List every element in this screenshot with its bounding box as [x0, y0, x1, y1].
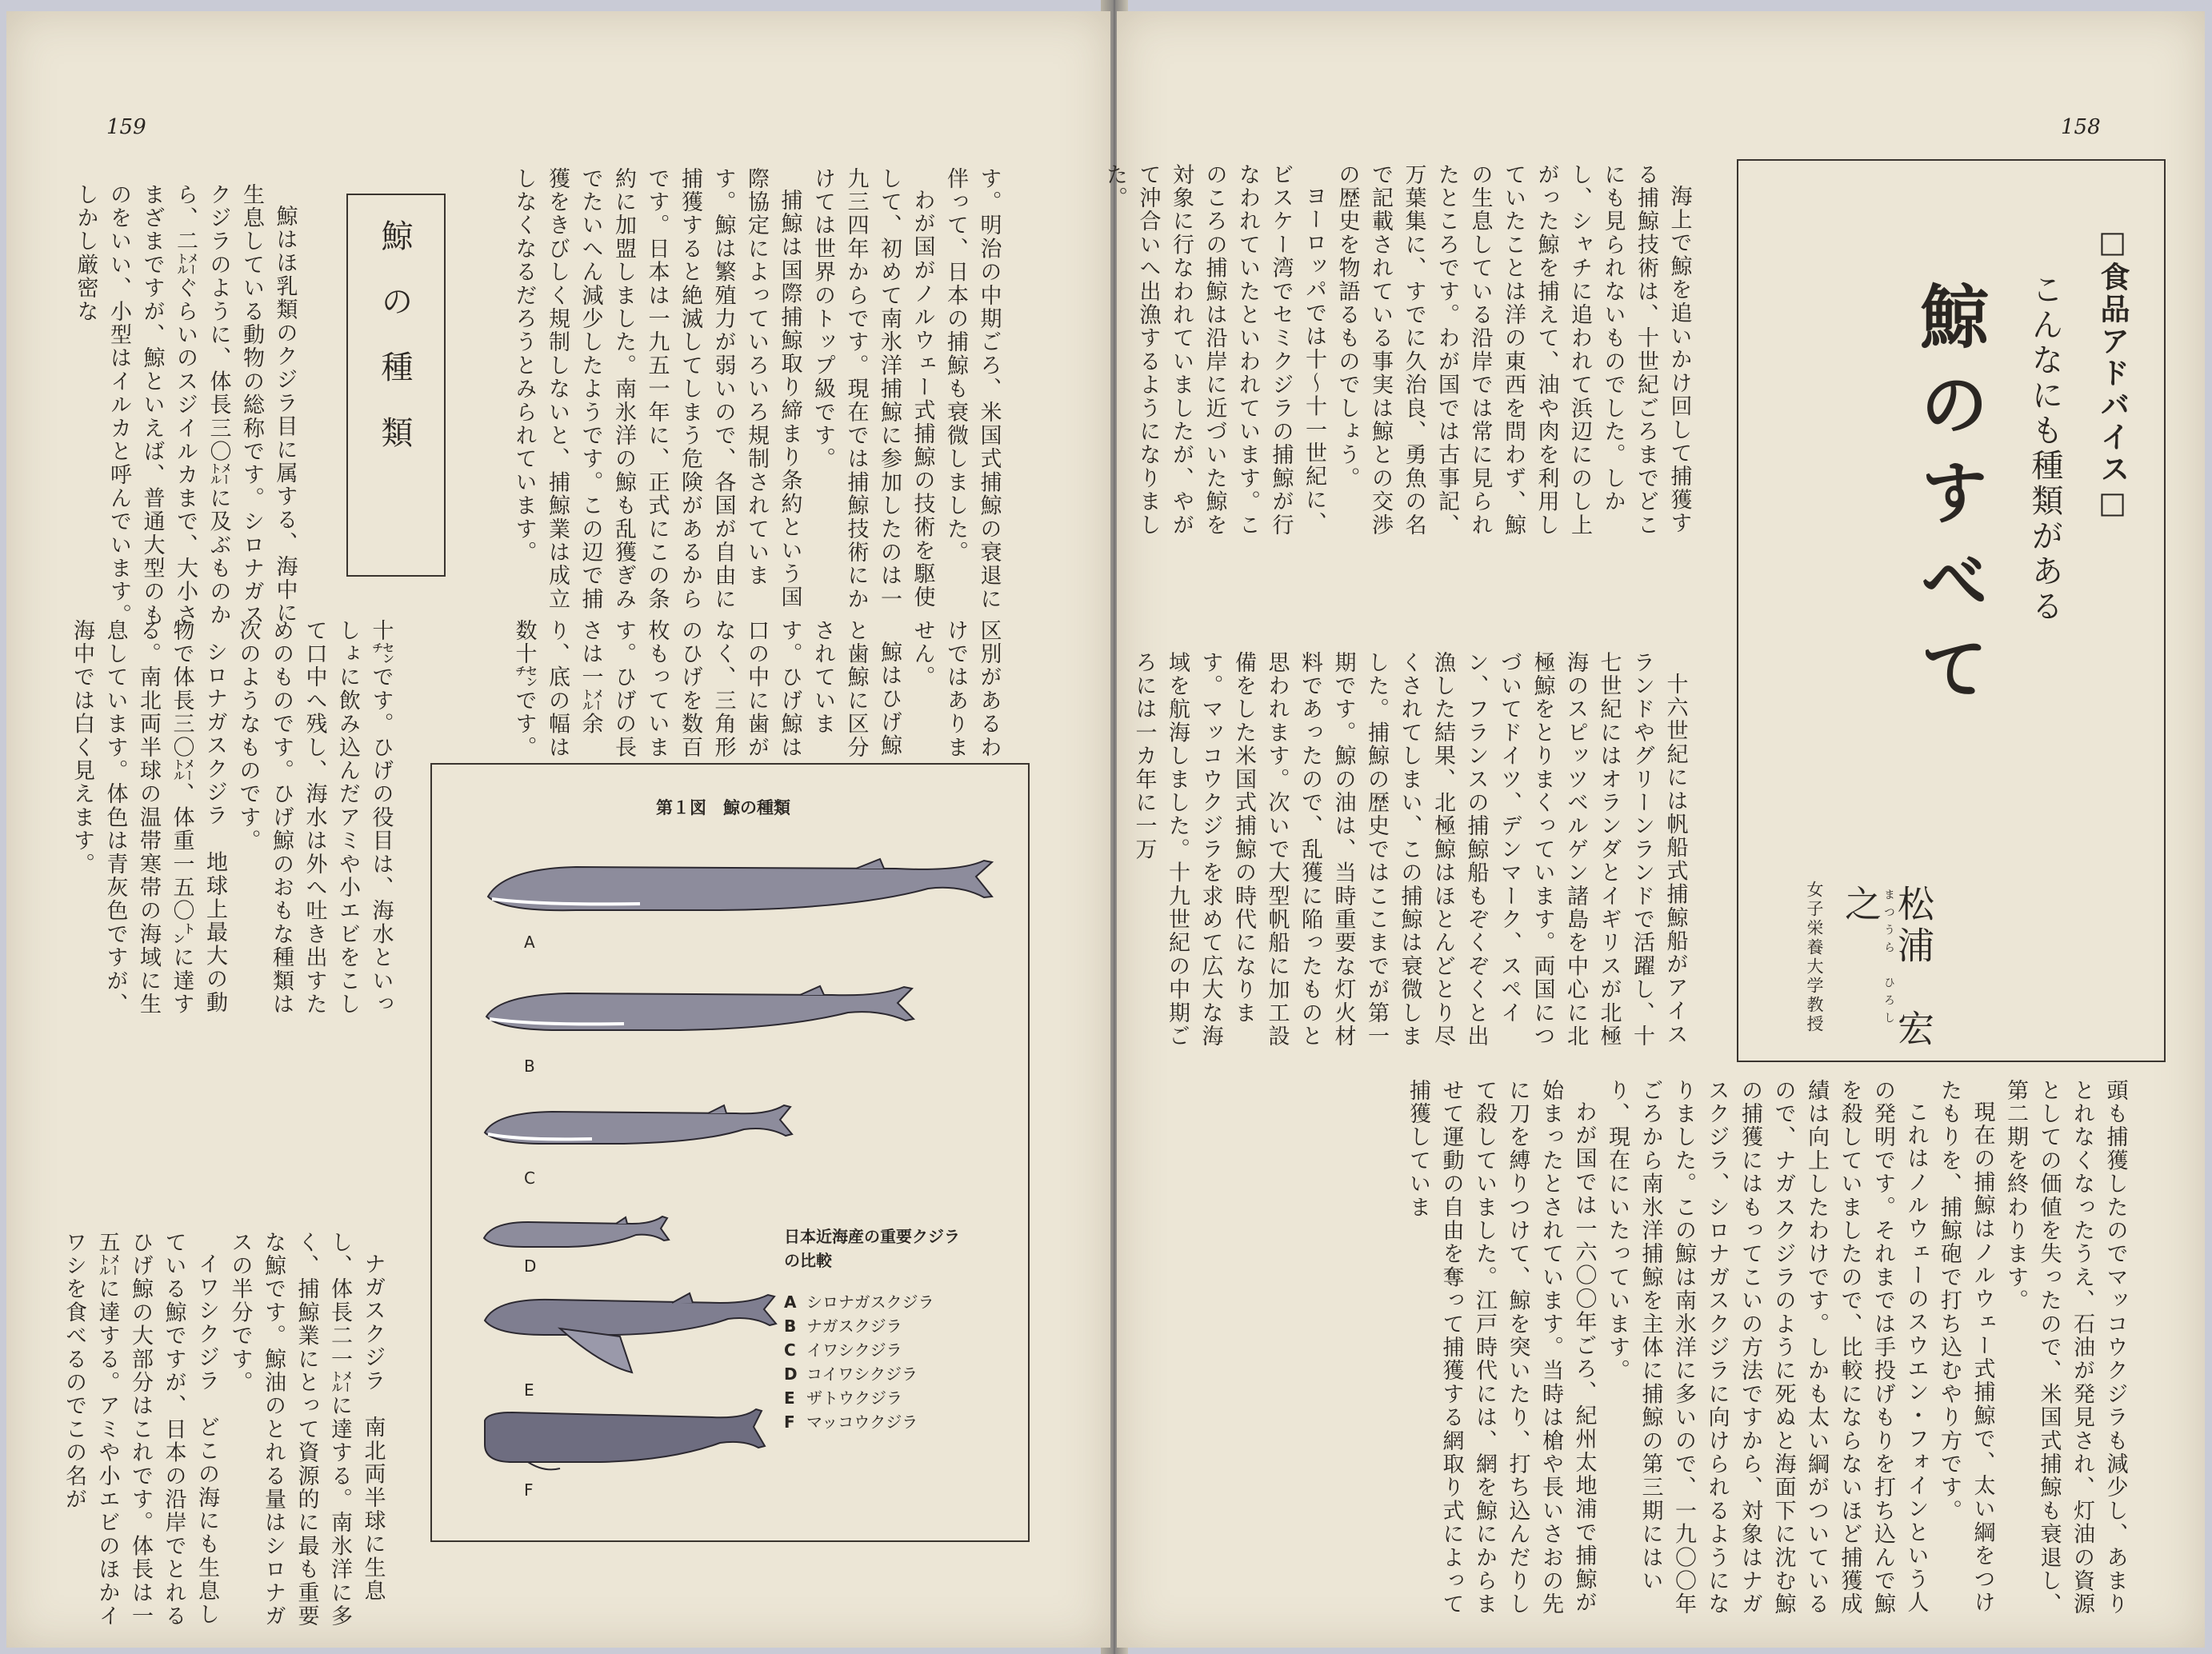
author-name: 松浦 宏之: [1839, 885, 1935, 1051]
whale-b-illustration: [480, 981, 928, 1045]
title-box: [1737, 159, 2166, 1062]
article-text-column: [70, 619, 430, 1035]
left-page: [6, 11, 1110, 1648]
paragraph: わが国がノルウェー式捕鯨の技術を駆使して、初めて南氷洋捕鯨に参加したのは一九三四年からです。現在では捕鯨技術にかけては世界のトップ級です。: [810, 167, 935, 611]
legend-key: F: [784, 1412, 795, 1432]
legend-item: [784, 1410, 1016, 1434]
whale-label: E: [524, 1380, 534, 1400]
legend-item: [784, 1290, 1016, 1314]
article-title: 鯨のすべて: [1908, 281, 1989, 721]
legend-item: [784, 1362, 1016, 1386]
legend-item: [784, 1338, 1016, 1362]
paragraph: 現在の捕鯨はノルウェー式捕鯨で、太い綱をつけたもりを、捕鯨砲で打ち込むやり方です。: [1937, 1079, 1995, 1615]
page-number: 158: [2061, 115, 2101, 139]
paragraph: これはノルウェーのスウエン・フォインという人の発明です。それまでは手投げもりを打ち込んで鯨を殺していましたので、比較にならないほど捕獲成績は向上したわけです。しかも太い綱がついているので、ナガスクジラのように死ぬと海面下に沈む鯨の捕獲にはもってこいの方法ですから、対象はナガスクジラ、シロナガスクジラに向けられるようになりました。この鯨は南氷洋に多いので、一九〇〇年ごろから南氷洋捕鯨を主体に捕鯨の第三期にはいり、現在にいたっています。: [1605, 1079, 1929, 1616]
legend-key: A: [784, 1292, 797, 1312]
author-affiliation: 女子栄養大学教授: [1805, 881, 1824, 1034]
paragraph: 鯨はほ乳類のクジラ目に属する、海中に生息している動物の総称です。シロナガスクジラのように、体長三〇㍍に及ぶものから、二㍍ぐらいのスジイルカまで、大小さまざまですが、鯨といえば、普通大型のものをいい、小型はイルカと呼んでいます。しかし厳密な: [73, 183, 298, 627]
paragraph: 海上で鯨を追いかけ回して捕獲する捕鯨技術は、十世紀ごろまでどこにも見られないものでした。しかし、シャチに追われて浜辺にのし上がった鯨を捕えて、油や肉を利用していたことは洋の東西を問わず、鯨の生息している沿岸では常に見られたところです。わが国では古事記、万葉集に、すでに久治良、勇魚の名で記載されている事実は鯨との交渉の歴史を物語るものでしょう。: [1334, 163, 1692, 537]
section-heading-box: [346, 194, 446, 577]
paragraph: シロナガスクジラ 地球上最大の動物で体長三〇㍍、体重一五〇㌧に達する。南北両半球の温帯寒帯の海域に生息しています。体色は青灰色ですが、海中では白く見えます。: [70, 619, 227, 1017]
paragraph: 十㌢です。ひげの役目は、海水といっしょに飲み込んだアミや小エビをこして口中へ残し、海水は外へ吐き出すためのものです。ひげ鯨のおもな種類は次のようなものです。: [235, 619, 394, 1017]
series-label: □食品アドバイス□: [2095, 225, 2130, 522]
legend-key: D: [784, 1364, 798, 1384]
paragraph: 捕鯨は国際捕鯨取り締まり条約という国際協定によっていろいろ規制されています。鯨は繁殖力が弱いので、各国が自由に捕獲すると絶滅してしまう危険があるからです。日本は一九五一年に、正式にこの条約に加盟しました。南氷洋の鯨も乱獲ぎみでたいへん減少したようです。この辺で捕獲をきびしく規制しないと、捕鯨業は成立しなくなるだろうとみられています。: [511, 167, 802, 611]
section-heading: 鯨の種類: [376, 219, 413, 481]
figure-legend: [784, 1225, 1016, 1434]
article-text-column: [458, 167, 1038, 631]
whale-a-illustration: [480, 853, 1000, 925]
article-paragraphs: [69, 183, 302, 631]
whale-c-illustration: [480, 1101, 800, 1157]
paragraph: 頭も捕獲したのでマッコウクジラも減少し、あまりとれなくなったうえ、石油が発見され、灯油の資源としての価値を失ったので、米国式捕鯨も衰退し、第二期を終わります。: [2003, 1079, 2128, 1616]
page-number: 159: [106, 115, 146, 139]
paragraph: 十六世紀には帆船式捕鯨船がアイスランドやグリーンランドで活躍し、十七世紀にはオランダとイギリスが北極海のスピッツベルゲン諸島を中心に北極鯨をとりまくっています。両国につづいてドイツ、デンマーク、スペイン、フランスの捕鯨船もぞくぞくと出漁した結果、北極鯨はほとんどとり尽くされてしまい、この捕鯨は衰微しました。捕鯨の歴史ではここまでが第一期です。鯨の油は、当時重要な灯火材料であったので、乱獲に陥ったものと思われます。次いで大型帆船に加工設備をした米国式捕鯨の時代になります。マッコウクジラを求めて広大な海域を航海しました。十九世紀の中期ごろには一カ年に一万: [1131, 651, 1688, 1049]
paragraph: 区別があるわけではありません。: [910, 619, 1002, 760]
paragraph: ヨーロッパでは十〜十一世紀に、ビスケー湾でセミクジラの捕鯨が行なわれていたといわれています。このころの捕鯨は沿岸に近づいた鯨を対象に行なわれていましたが、やがて沖合いへ出漁するようになりました。: [1102, 163, 1326, 537]
legend-name: シロナガスクジラ: [806, 1292, 934, 1312]
whale-label: F: [524, 1480, 534, 1500]
whale-label: D: [524, 1256, 537, 1276]
legend-name: イワシクジラ: [806, 1340, 902, 1360]
article-paragraphs: [1127, 651, 1692, 1051]
article-text-column: [73, 183, 334, 631]
article-text-column: [1102, 163, 1729, 539]
legend-item: [784, 1386, 1016, 1410]
paragraph: す。明治の中期ごろ、米国式捕鯨の衰退に伴って、日本の捕鯨も衰微しました。: [943, 167, 1002, 611]
article-subtitle: こんなにも種類がある: [2026, 273, 2063, 625]
legend-key: C: [784, 1340, 796, 1360]
legend-name: マッコウクジラ: [806, 1412, 918, 1432]
whale-f-illustration: [480, 1404, 776, 1476]
paragraph: イワシクジラ どこの海にも生息している鯨ですが、日本の沿岸でとれるひげ鯨の大部分はこれです。体長は一五㍍に達する。アミや小エビのほかイワシを食べるのでこの名が: [62, 1231, 219, 1628]
whale-label: C: [524, 1169, 535, 1188]
legend-list: [784, 1290, 1016, 1434]
article-paragraphs: [507, 619, 1006, 771]
legend-name: ナガスクジラ: [806, 1316, 902, 1336]
legend-title: 日本近海産の重要クジラの比較: [784, 1227, 960, 1270]
article-text-column: [511, 619, 1038, 771]
author-ruby: まつうら ひろし: [1882, 889, 1895, 1029]
figure-title: 第１図 鯨の種類: [656, 798, 790, 817]
legend-key: E: [784, 1388, 795, 1408]
paragraph: ナガスクジラ 南北両半球に生息し、体長二一㍍に達する。南氷洋に多く、捕鯨業にとって資源的に最も重要な鯨です。鯨油のとれる量はシロナガスの半分です。: [227, 1231, 386, 1628]
whale-label: B: [524, 1057, 535, 1076]
article-text-column: [1141, 1079, 2165, 1631]
whale-e-illustration: [480, 1288, 784, 1380]
article-paragraphs: [1402, 1079, 2132, 1631]
whale-d-illustration: [480, 1213, 672, 1256]
legend-key: B: [784, 1316, 797, 1336]
whale-label: A: [524, 933, 535, 952]
article-paragraphs: [66, 619, 398, 1035]
right-page: [1102, 11, 2205, 1648]
whale-species-figure: [430, 763, 1030, 1542]
article-paragraphs: [507, 167, 1006, 631]
legend-item: [784, 1314, 1016, 1338]
article-paragraphs: [1098, 163, 1696, 539]
legend-name: ザトウクジラ: [806, 1388, 902, 1408]
article-paragraphs: [58, 1231, 390, 1631]
article-text-column: [1131, 651, 1725, 1051]
article-text-column: [62, 1231, 422, 1631]
legend-name: コイワシクジラ: [806, 1364, 918, 1384]
paragraph: 鯨はひげ鯨と歯鯨に区分されています。ひげ鯨は口の中に歯がなく、三角形のひげを数百枚もっています。ひげの長さは一㍍余り、底の幅は数十㌢です。: [511, 619, 902, 760]
paragraph: わが国では一六〇〇年ごろ、紀州太地浦で捕鯨が始まったとされています。当時は槍や長いさおの先に刀を縛りつけて、鯨を突いたり、打ち込んだりして殺していました。江戸時代には、網を鯨にからませて運動の自由を奪って捕獲する網取り式によって捕獲していま: [1406, 1079, 1597, 1616]
